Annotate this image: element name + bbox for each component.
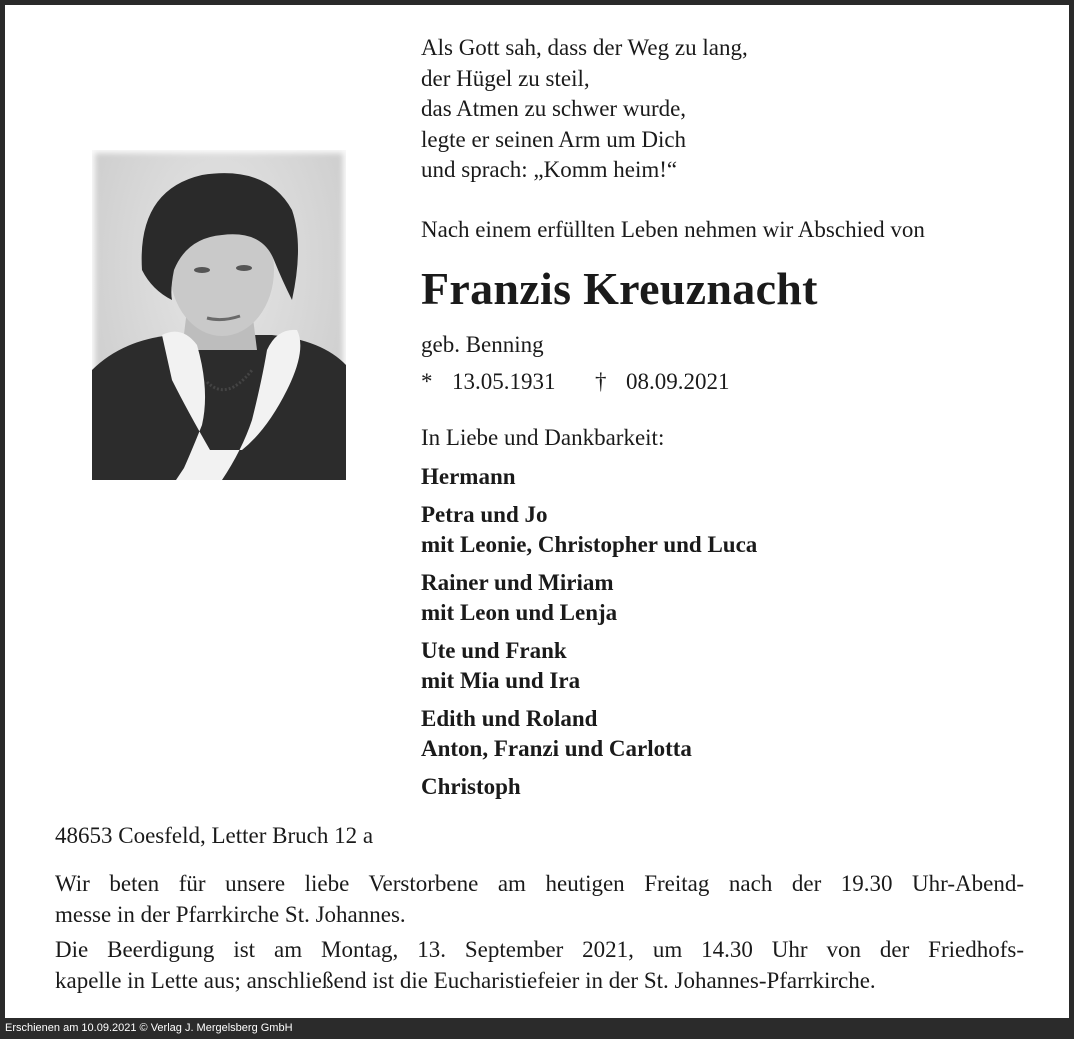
thanks-line: In Liebe und Dankbarkeit: (421, 425, 665, 450)
family-line: Hermann (421, 464, 516, 489)
death-date: 08.09.2021 (626, 369, 730, 394)
intro-line: Nach einem erfüllten Leben nehmen wir Abschied von (421, 217, 925, 242)
family-line: Edith und Roland (421, 706, 598, 731)
family-line: Anton, Franzi und Carlotta (421, 736, 692, 761)
poem-line: Als Gott sah, dass der Weg zu lang, (421, 35, 748, 60)
prayer-notice (55, 868, 1024, 930)
portrait-illustration (92, 150, 346, 480)
publication-footer: Erschienen am 10.09.2021 © Verlag J. Mergelsberg GmbH (0, 1018, 1074, 1039)
poem-line: der Hügel zu steil, (421, 65, 590, 91)
life-dates (421, 369, 730, 395)
family-group (421, 704, 757, 764)
birth-symbol: * (421, 369, 433, 394)
family-group (421, 462, 757, 492)
family-line: Rainer und Miriam (421, 570, 614, 595)
poem-line: das Atmen zu schwer wurde, (421, 96, 687, 121)
prayer-notice-line: Wir beten für unsere liebe Verstorbene am heutigen Freitag nach der 19.30 Uhr-Abend- (55, 871, 1024, 896)
funeral-notice (55, 934, 1024, 996)
family-line: Ute und Frank (421, 638, 567, 663)
poem-line: legte er seinen Arm um Dich (421, 126, 687, 152)
family-group (421, 772, 757, 802)
deceased-name: Franzis Kreuznacht (421, 263, 818, 314)
death-symbol: † (595, 369, 607, 394)
family-line: Christoph (421, 774, 521, 799)
family-line: mit Leon und Lenja (421, 600, 618, 625)
family-line: Petra und Jo (421, 502, 548, 527)
family-line: mit Leonie, Christopher und Luca (421, 532, 758, 557)
address: 48653 Coesfeld, Letter Bruch 12 a (55, 823, 374, 848)
birth-date: 13.05.1931 (452, 369, 556, 394)
family-line: mit Mia und Ira (421, 668, 581, 693)
family-group (421, 500, 757, 560)
family-group (421, 568, 757, 628)
funeral-notice-line: Die Beerdigung ist am Montag, 13. September 2021, um 14.30 Uhr von der Friedhofs- (55, 937, 1024, 962)
poem-line: und sprach: „Komm heim!“ (421, 157, 678, 182)
family-list (421, 462, 757, 810)
prayer-notice-line: messe in der Pfarrkirche St. Johannes. (55, 902, 406, 927)
funeral-notice-line: kapelle in Lette aus; anschließend ist die Eucharistiefeier in der St. Johannes-Pfarrkirche. (55, 968, 876, 993)
poem (421, 33, 748, 186)
birth-name: geb. Benning (421, 332, 544, 357)
family-group (421, 636, 757, 696)
portrait-photo (92, 150, 346, 480)
